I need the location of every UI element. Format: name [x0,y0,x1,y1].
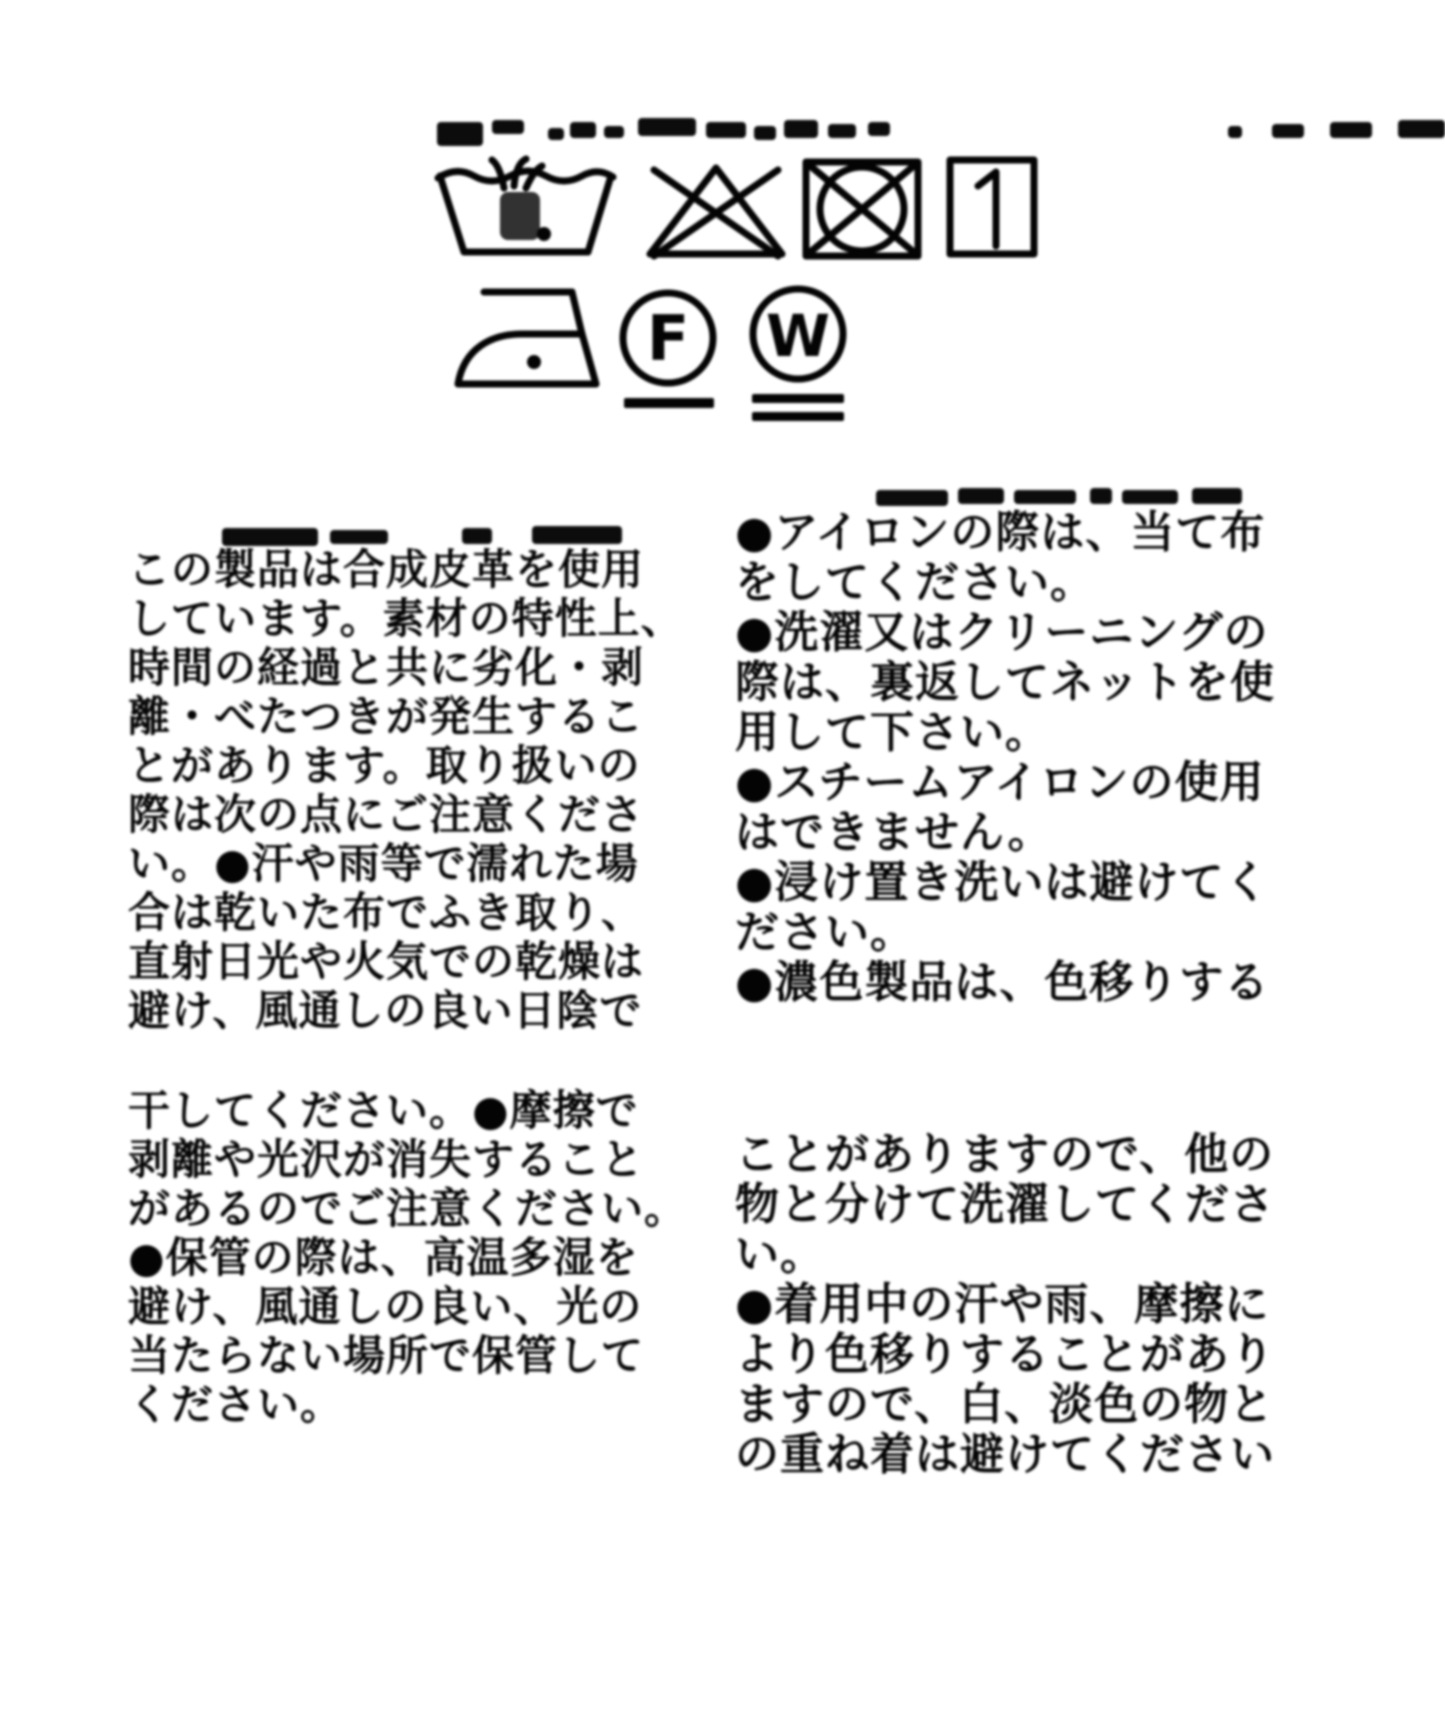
cropped-text-fragment [1330,122,1372,138]
cropped-text-fragment [330,530,388,544]
cropped-text-fragment [437,122,483,146]
cropped-text-fragment [532,526,622,544]
care-text-line: 直射日光や火気での乾燥は [128,937,645,986]
wet-clean-underline-1 [752,394,844,403]
care-text-line: をしてください。 [735,557,1095,608]
hand-wash-icon [430,152,620,264]
cropped-text-fragment [492,120,524,134]
care-text-line: 時間の経過と共に劣化・剥 [128,643,645,692]
care-text-line: い。 [735,1229,825,1280]
cropped-text-fragment [868,122,890,136]
cropped-text-fragment [876,490,948,506]
cropped-text-fragment [604,126,624,138]
cropped-text-fragment [958,488,1004,504]
cropped-text-fragment [828,124,856,138]
cropped-text-fragment [754,126,776,140]
cropped-text-fragment [1272,124,1304,138]
care-text-line: はできません。 [735,807,1053,858]
cropped-text-fragment [1090,488,1112,504]
care-text-line: ますので、白、淡色の物と [735,1379,1275,1430]
care-text-line: この製品は合成皮革を使用 [128,545,645,594]
care-text-left-top [128,545,684,1035]
cropped-text-fragment [1014,490,1076,504]
cropped-text-fragment [1398,120,1445,138]
care-text-line: とがあります。取り扱いの [128,741,641,790]
care-text-line: ●濃色製品は、色移りする [735,957,1270,1008]
care-text-line: 当たらない場所で保管して [128,1331,645,1380]
care-text-line: 際は、裏返してネットを使 [735,657,1275,708]
cropped-text-fragment [570,122,596,138]
cropped-text-fragment [706,122,746,138]
care-text-line: ことがありますので、他の [735,1129,1275,1180]
line-dry-icon [942,152,1042,262]
cropped-text-fragment [1192,488,1242,504]
care-text-line: い。●汗や雨等で濡れた場 [128,839,639,888]
care-text-line: ●アイロンの際は、当て布 [735,507,1266,558]
cropped-text-fragment [548,128,564,140]
care-text-line: ●洗濯又はクリーニングの [735,607,1269,658]
wet-clean-underline-2 [752,412,844,421]
cropped-text-fragment [638,118,696,136]
care-text-line: ●スチームアイロンの使用 [735,757,1265,808]
cropped-text-fragment [1228,126,1242,138]
care-text-line: の重ね着は避けてください [735,1429,1275,1480]
cropped-text-fragment [1122,490,1178,504]
dry-clean-underline [624,398,714,408]
care-text-line: 避け、風通しの良い日陰で [128,986,643,1035]
care-text-line: 離・べたつきが発生するこ [128,692,645,741]
care-text-left-bottom [128,1086,687,1429]
iron-low-heat-icon [450,282,610,394]
care-text-line: より色移りすることがあり [735,1329,1275,1380]
care-text-line: ください。 [128,1380,344,1429]
do-not-tumble-dry-icon [798,154,926,264]
care-text-line: 剥離や光沢が消失すること [128,1135,645,1184]
care-text-right-bottom [735,1130,1275,1480]
wet-clean-letter: W [766,302,830,370]
care-text-line: 避け、風通しの良い、光の [128,1282,643,1331]
dry-clean-letter: F [646,302,690,375]
cropped-text-fragment [462,528,492,544]
cropped-text-fragment [784,120,818,138]
care-text-line: 干してください。●摩擦で [128,1086,639,1135]
care-text-right-top [735,508,1275,1008]
wet-clean-W-icon [746,282,850,386]
care-text-line: があるのでご注意ください。 [128,1184,688,1233]
cropped-text-fragment [222,528,318,546]
care-text-line: 際は次の点にご注意くださ [128,790,645,839]
care-text-line: ●保管の際は、高温多湿を [128,1233,639,1282]
do-not-bleach-icon [638,160,794,264]
care-text-line: ださい。 [735,907,915,958]
care-text-line: しています。素材の特性上、 [128,594,684,643]
care-text-line: 用して下さい。 [735,707,1050,758]
care-text-line: 合は乾いた布でふき取り、 [128,888,645,937]
care-text-line: ●着用中の汗や雨、摩擦に [735,1279,1270,1330]
care-text-line: ●浸け置き洗いは避けてく [735,857,1270,908]
care-text-line: 物と分けて洗濯してくださ [735,1179,1275,1230]
dry-clean-F-icon [616,286,720,390]
